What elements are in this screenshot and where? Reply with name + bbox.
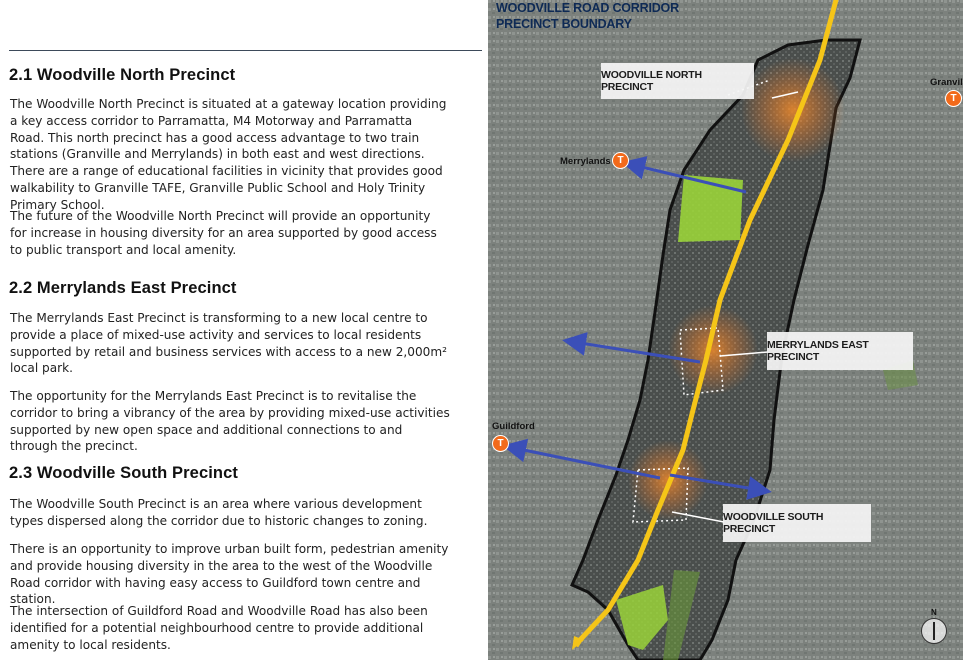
- precinct-label-merrylands-east: MERRYLANDS EAST PRECINCT: [767, 332, 913, 370]
- north-arrow-icon: [921, 618, 947, 644]
- station-label-granville: Granvil: [930, 77, 963, 88]
- section-heading-woodville-north: 2.1 Woodville North Precinct: [9, 66, 236, 84]
- section-heading-merrylands-east: 2.2 Merrylands East Precinct: [9, 279, 237, 297]
- precinct-label-north: WOODVILLE NORTH PRECINCT: [601, 63, 754, 99]
- paragraph: The intersection of Guildford Road and Woodville Road has also been identified for a potential neighbourhood centre to provide additional amenity to local residents.: [10, 604, 428, 652]
- hotspot: [668, 305, 758, 395]
- header-rule: [9, 50, 482, 51]
- compass-north-label: N: [931, 608, 937, 617]
- map-title: [496, 0, 679, 32]
- station-label-merrylands: Merrylands: [560, 156, 611, 167]
- precinct-map: [488, 0, 963, 660]
- train-station-icon: T: [492, 435, 509, 452]
- paragraph: The Woodville South Precinct is an area where various development types dispersed along the corridor due to historic changes to zoning.: [10, 497, 428, 528]
- paragraph: The future of the Woodville North Precinct will provide an opportunity for increase in housing diversity for an area supported by good access to public transport and local amenity.: [10, 209, 437, 257]
- paragraph: There is an opportunity to improve urban built form, pedestrian amenity and provide housing diversity in the area to the west of the Woodville Road corridor with having easy access to Guildford town centre and station.: [10, 542, 449, 607]
- train-station-icon: T: [945, 90, 962, 107]
- hotspot: [741, 58, 845, 162]
- section-heading-woodville-south: 2.3 Woodville South Precinct: [9, 464, 238, 482]
- paragraph: The Merrylands East Precinct is transforming to a new local centre to provide a place of mixed-use activity and services to local residents supported by retail and business services with access to a new 2,000m² local park.: [10, 311, 447, 376]
- map-title-line-1: WOODVILLE ROAD CORRIDOR: [496, 1, 679, 15]
- map-graphic: [488, 0, 963, 660]
- precinct-label-south: WOODVILLE SOUTH PRECINCT: [723, 504, 871, 542]
- map-title-line-2: PRECINCT BOUNDARY: [496, 17, 632, 31]
- train-station-icon: T: [612, 152, 629, 169]
- paragraph: The opportunity for the Merrylands East Precinct is to revitalise the corridor to bring a vibrancy of the area by providing mixed-use activities supported by new open space and additional connections to and through the precinct.: [10, 389, 450, 454]
- paragraph: The Woodville North Precinct is situated at a gateway location providing a key access corridor to Parramatta, M4 Motorway and Parramatta Road. This north precinct has a good access advantage to two train stations (Granville and Merrylands) in both east and west directions. There are a range of educational facilities in vicinity that provides good walkability to Granville TAFE, Granville Public School and Holy Trinity Primary School.: [10, 97, 447, 212]
- station-label-guildford: Guildford: [492, 421, 535, 432]
